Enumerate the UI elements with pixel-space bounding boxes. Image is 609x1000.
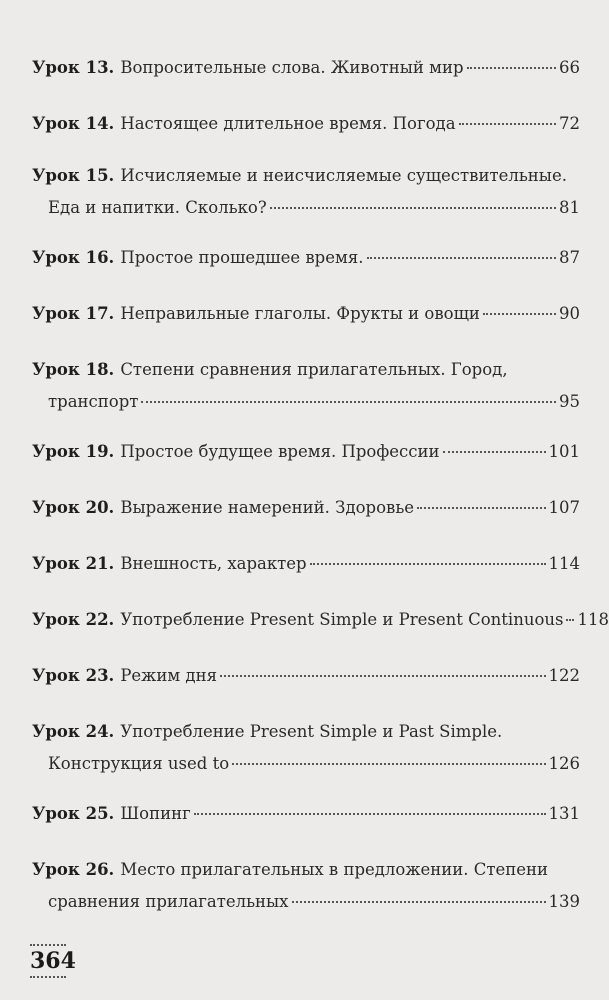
lesson-title: Вопросительные слова. Животный мир xyxy=(120,58,464,77)
toc-line xyxy=(32,192,580,224)
toc-entry xyxy=(32,604,609,636)
toc-entry xyxy=(32,298,580,330)
lesson-title: Шопинг xyxy=(120,804,191,823)
dot-leader xyxy=(232,763,545,765)
lesson-number: Урок 26. xyxy=(32,860,115,879)
lesson-number: Урок 23. xyxy=(32,666,115,685)
page-number: 364 xyxy=(30,948,76,974)
page-reference: 81 xyxy=(559,198,580,217)
toc-line xyxy=(32,660,580,692)
toc-line xyxy=(32,548,580,580)
dot-leader xyxy=(459,123,556,125)
toc-line xyxy=(32,52,580,84)
dot-leader xyxy=(220,675,545,677)
page-reference: 101 xyxy=(548,442,580,461)
lesson-number: Урок 21. xyxy=(32,554,115,573)
lesson-title: Употребление Present Simple и Past Simple. xyxy=(120,722,503,741)
lesson-title: сравнения прилагательных xyxy=(48,892,289,911)
toc-line xyxy=(32,854,580,886)
lesson-title: Выражение намерений. Здоровье xyxy=(120,498,415,517)
toc-line xyxy=(32,386,580,418)
lesson-title: Исчисляемые и неисчисляемые существительные. xyxy=(120,166,567,185)
dot-leader xyxy=(292,901,546,903)
dot-leader xyxy=(443,451,546,453)
page-reference: 122 xyxy=(548,666,580,685)
toc-line xyxy=(32,108,580,140)
toc-entry xyxy=(32,52,580,84)
toc-entry xyxy=(32,660,580,692)
page-reference: 107 xyxy=(548,498,580,517)
dot-leader xyxy=(310,563,546,565)
dot-leader xyxy=(566,619,574,621)
lesson-title: Место прилагательных в предложении. Степени xyxy=(120,860,549,879)
page-reference: 139 xyxy=(548,892,580,911)
toc-line xyxy=(32,160,580,192)
toc-line xyxy=(32,604,609,636)
lesson-number: Урок 25. xyxy=(32,804,115,823)
page-reference: 95 xyxy=(559,392,580,411)
dot-leader xyxy=(417,507,545,509)
toc-line xyxy=(32,298,580,330)
lesson-title: Простое будущее время. Профессии xyxy=(120,442,440,461)
lesson-title: Режим дня xyxy=(120,666,218,685)
lesson-title: Неправильные глаголы. Фрукты и овощи xyxy=(120,304,480,323)
page-reference: 87 xyxy=(559,248,580,267)
page-reference: 66 xyxy=(559,58,580,77)
lesson-number: Урок 24. xyxy=(32,722,115,741)
lesson-number: Урок 22. xyxy=(32,610,115,629)
toc-line xyxy=(32,242,580,274)
toc-line xyxy=(32,492,580,524)
page-reference: 72 xyxy=(559,114,580,133)
dot-leader xyxy=(367,257,557,259)
toc-entry xyxy=(32,798,580,830)
lesson-title: Еда и напитки. Сколько? xyxy=(48,198,267,217)
toc-entry xyxy=(32,436,580,468)
page-reference: 118 xyxy=(577,610,609,629)
lesson-number: Урок 16. xyxy=(32,248,115,267)
lesson-number: Урок 18. xyxy=(32,360,115,379)
dot-leader xyxy=(194,813,546,815)
lesson-number: Урок 20. xyxy=(32,498,115,517)
lesson-number: Урок 14. xyxy=(32,114,115,133)
toc-line xyxy=(32,886,580,918)
toc-entry xyxy=(32,716,580,780)
toc-line xyxy=(32,798,580,830)
dot-leader xyxy=(483,313,556,315)
toc-entry xyxy=(32,354,580,418)
page-number-dots-bottom xyxy=(30,976,66,978)
page-reference: 114 xyxy=(548,554,580,573)
dot-leader xyxy=(467,67,556,69)
lesson-title: Простое прошедшее время. xyxy=(120,248,364,267)
lesson-title: Настоящее длительное время. Погода xyxy=(120,114,456,133)
lesson-title: Степени сравнения прилагательных. Город, xyxy=(120,360,508,379)
toc-line xyxy=(32,436,580,468)
lesson-number: Урок 15. xyxy=(32,166,115,185)
lesson-number: Урок 13. xyxy=(32,58,115,77)
dot-leader xyxy=(270,207,556,209)
toc-line xyxy=(32,748,580,780)
toc-entry xyxy=(32,242,580,274)
lesson-title: транспорт xyxy=(48,392,139,411)
lesson-number: Урок 19. xyxy=(32,442,115,461)
dot-leader xyxy=(141,401,556,403)
toc-line xyxy=(32,354,580,386)
page-reference: 126 xyxy=(548,754,580,773)
page-reference: 131 xyxy=(548,804,580,823)
toc-entry xyxy=(32,108,580,140)
lesson-title: Конструкция used to xyxy=(48,754,230,773)
lesson-number: Урок 17. xyxy=(32,304,115,323)
toc-entry xyxy=(32,548,580,580)
toc-entry xyxy=(32,160,580,224)
page-reference: 90 xyxy=(559,304,580,323)
lesson-title: Внешность, характер xyxy=(120,554,307,573)
page-number-block xyxy=(30,944,76,978)
lesson-title: Употребление Present Simple и Present Continuous xyxy=(120,610,564,629)
toc-line xyxy=(32,716,580,748)
toc-entry xyxy=(32,492,580,524)
toc-entry xyxy=(32,854,580,918)
